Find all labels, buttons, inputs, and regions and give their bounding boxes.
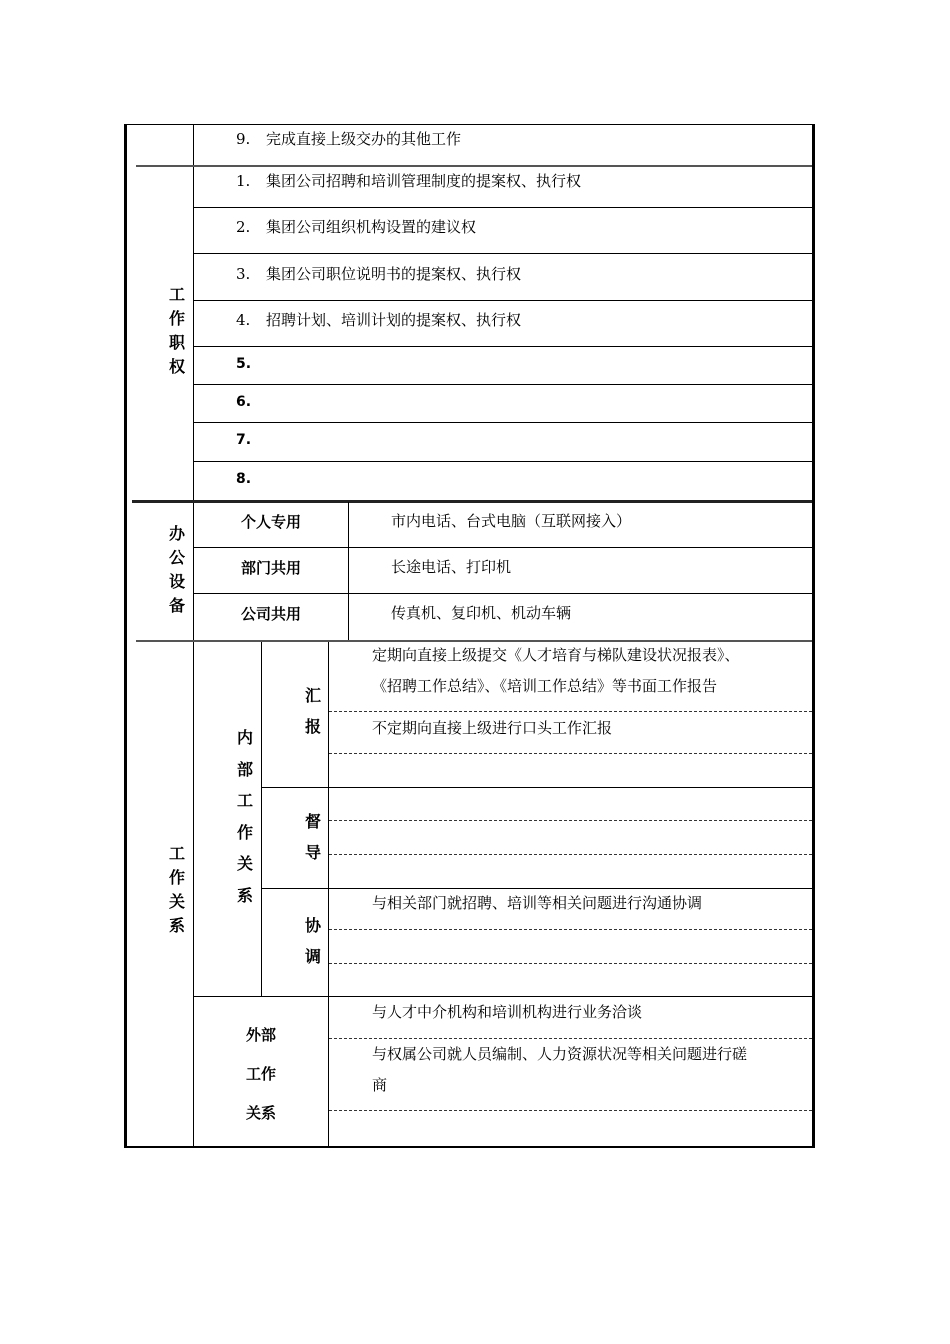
row-divider <box>193 207 812 208</box>
internal-column-divider <box>261 642 262 997</box>
duty-item-9: 9. 完成直接上级交办的其他工作 <box>236 130 462 148</box>
category-column-divider <box>328 642 329 1146</box>
section-divider <box>136 165 812 167</box>
report-line-1a: 定期向直接上级提交《人才培育与梯队建设状况报表》、 <box>372 646 740 664</box>
section-divider <box>136 640 812 642</box>
dashed-divider <box>329 963 812 964</box>
row-divider <box>261 888 812 889</box>
dashed-divider <box>329 929 812 930</box>
row-divider <box>261 787 812 788</box>
dashed-divider <box>329 1038 812 1039</box>
dashed-divider <box>329 854 812 855</box>
row-divider <box>193 547 812 548</box>
dashed-divider <box>329 820 812 821</box>
row-divider <box>193 253 812 254</box>
external-line-1: 与人才中介机构和培训机构进行业务洽谈 <box>372 1003 643 1021</box>
table-top-border <box>124 124 815 125</box>
equipment-label: 办 公 设 备 <box>168 524 185 615</box>
dashed-divider <box>329 753 812 754</box>
authority-item-4: 4. 招聘计划、培训计划的提案权、执行权 <box>236 311 522 329</box>
equipment-type-company: 公司共用 <box>240 605 301 623</box>
row-divider <box>193 300 812 301</box>
row-divider <box>193 422 812 423</box>
authority-item-5: 5. <box>236 356 252 372</box>
coordinate-line-1: 与相关部门就招聘、培训等相关问题进行沟通协调 <box>372 894 703 912</box>
authority-item-3: 3. 集团公司职位说明书的提案权、执行权 <box>236 265 522 283</box>
dashed-divider <box>329 711 812 712</box>
authority-item-2: 2. 集团公司组织机构设置的建议权 <box>236 218 477 236</box>
row-divider <box>193 384 812 385</box>
supervise-label: 督 导 <box>304 812 321 862</box>
authority-label: 工 作 职 权 <box>168 285 185 376</box>
equipment-column-divider <box>348 502 349 640</box>
equipment-value-personal: 市内电话、台式电脑（互联网接入） <box>391 512 632 530</box>
report-label: 汇 报 <box>304 686 321 736</box>
row-divider <box>193 996 812 997</box>
equipment-value-company: 传真机、复印机、机动车辆 <box>391 604 572 622</box>
relations-label: 工 作 关 系 <box>168 844 185 935</box>
coordinate-label: 协 调 <box>304 916 321 966</box>
equipment-type-personal: 个人专用 <box>240 513 301 531</box>
label-column-divider <box>193 124 194 1146</box>
row-divider <box>193 593 812 594</box>
external-line-2a: 与权属公司就人员编制、人力资源状况等相关问题进行磋 <box>372 1045 748 1063</box>
dashed-divider <box>329 1110 812 1111</box>
external-line-2b: 商 <box>372 1076 388 1094</box>
external-relations-label: 外部 工作 关系 <box>245 1026 276 1122</box>
table-right-border <box>812 124 815 1148</box>
authority-item-7: 7. <box>236 432 252 448</box>
table-left-border <box>124 124 127 1148</box>
authority-item-8: 8. <box>236 471 252 487</box>
equipment-value-department: 长途电话、打印机 <box>391 558 512 576</box>
row-divider <box>193 346 812 347</box>
authority-item-1: 1. 集团公司招聘和培训管理制度的提案权、执行权 <box>236 172 582 190</box>
internal-relations-label: 内 部 工 作 关 系 <box>236 728 253 905</box>
section-divider-thick <box>132 500 812 503</box>
equipment-type-department: 部门共用 <box>240 559 301 577</box>
table-bottom-border <box>124 1146 815 1148</box>
report-line-1b: 《招聘工作总结》、《培训工作总结》等书面工作报告 <box>372 677 718 695</box>
row-divider <box>193 461 812 462</box>
authority-item-6: 6. <box>236 394 252 410</box>
report-line-2: 不定期向直接上级进行口头工作汇报 <box>372 719 613 737</box>
